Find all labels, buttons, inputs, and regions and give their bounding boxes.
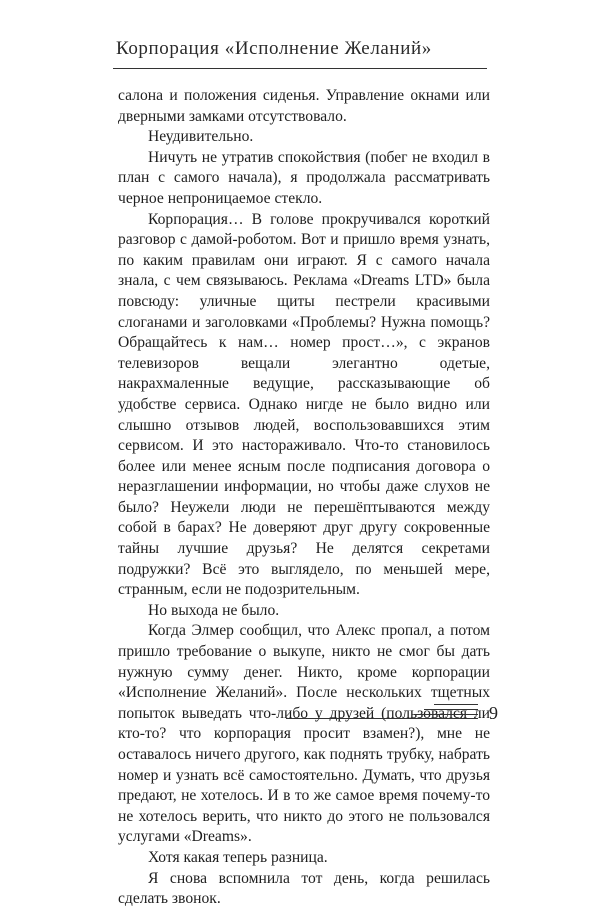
body-text	[118, 86, 490, 910]
paragraph-1: салона и положения сиденья. Управление окнами или дверными замками отсутствовало.	[118, 87, 490, 125]
paragraph-3: Ничуть не утратив спокойствия (побег не входил в план с самого начала), я продолжала рассматривать черное непроницаемое стекло.	[118, 148, 490, 207]
paragraph-2: Неудивительно.	[148, 128, 254, 146]
paragraph-8: Я снова вспомнила тот день, когда решилась сделать звонок.	[118, 869, 490, 908]
paragraph-7: Хотя какая теперь разница.	[148, 848, 328, 866]
running-header: Корпорация «Исполнение Желаний»	[116, 38, 432, 59]
paragraph-5: Но выхода не было.	[148, 601, 280, 619]
paragraph-6: Когда Элмер сообщил, что Алекс пропал, а потом пришло требование о выкупе, никто не смог бы дать нужную сумму денег. Никто, кроме корпорации «Исполнение Желаний». После нескольких тщетных попыток выведать что-либо у друзей (пользовался ли кто-то? что корпорация просит взамен?), мне не оставалось ничего другого, как поднять трубку, набрать номер и узнать всё самостоятельно. Думать, что друзья предают, не хотелось. И в то же самое время почему-то не хотелось верить, что никто до этого не пользовался услугами «Dreams».	[118, 622, 490, 846]
header-rule	[113, 68, 487, 69]
page-number: 9	[489, 703, 498, 723]
paragraph-4: Корпорация… В голове прокручивался короткий разговор с дамой-роботом. Вот и пришло время узнать, по каким правилам они играют. Я с самого начала знала, с чем связываюсь. Реклама «Dreams LTD» была повсюду: уличные щиты пестрели красивыми слоганами и заголовками «Проблемы? Нужна помощь? Обращайтесь к нам… номер прост…», с экранов телевизоров вещали элегантно одетые, накрахмаленные ведущие, рассказывающие об удобстве сервиса. Однако нигде не было видно или слышно отзывов людей, воспользовавшихся этим сервисом. И это настораживало. Что-то становилось более или менее ясным после подписания договора о неразглашении информации, но чтобы даже слухов не было? Неужели люди не перешёптываются между собой в барах? Не доверяют друг другу сокровенные тайны лучшие друзья? Не делятся секретами подружки? Всё это выглядело, по меньшей мере, странным, если не подозрительным.	[118, 210, 490, 599]
